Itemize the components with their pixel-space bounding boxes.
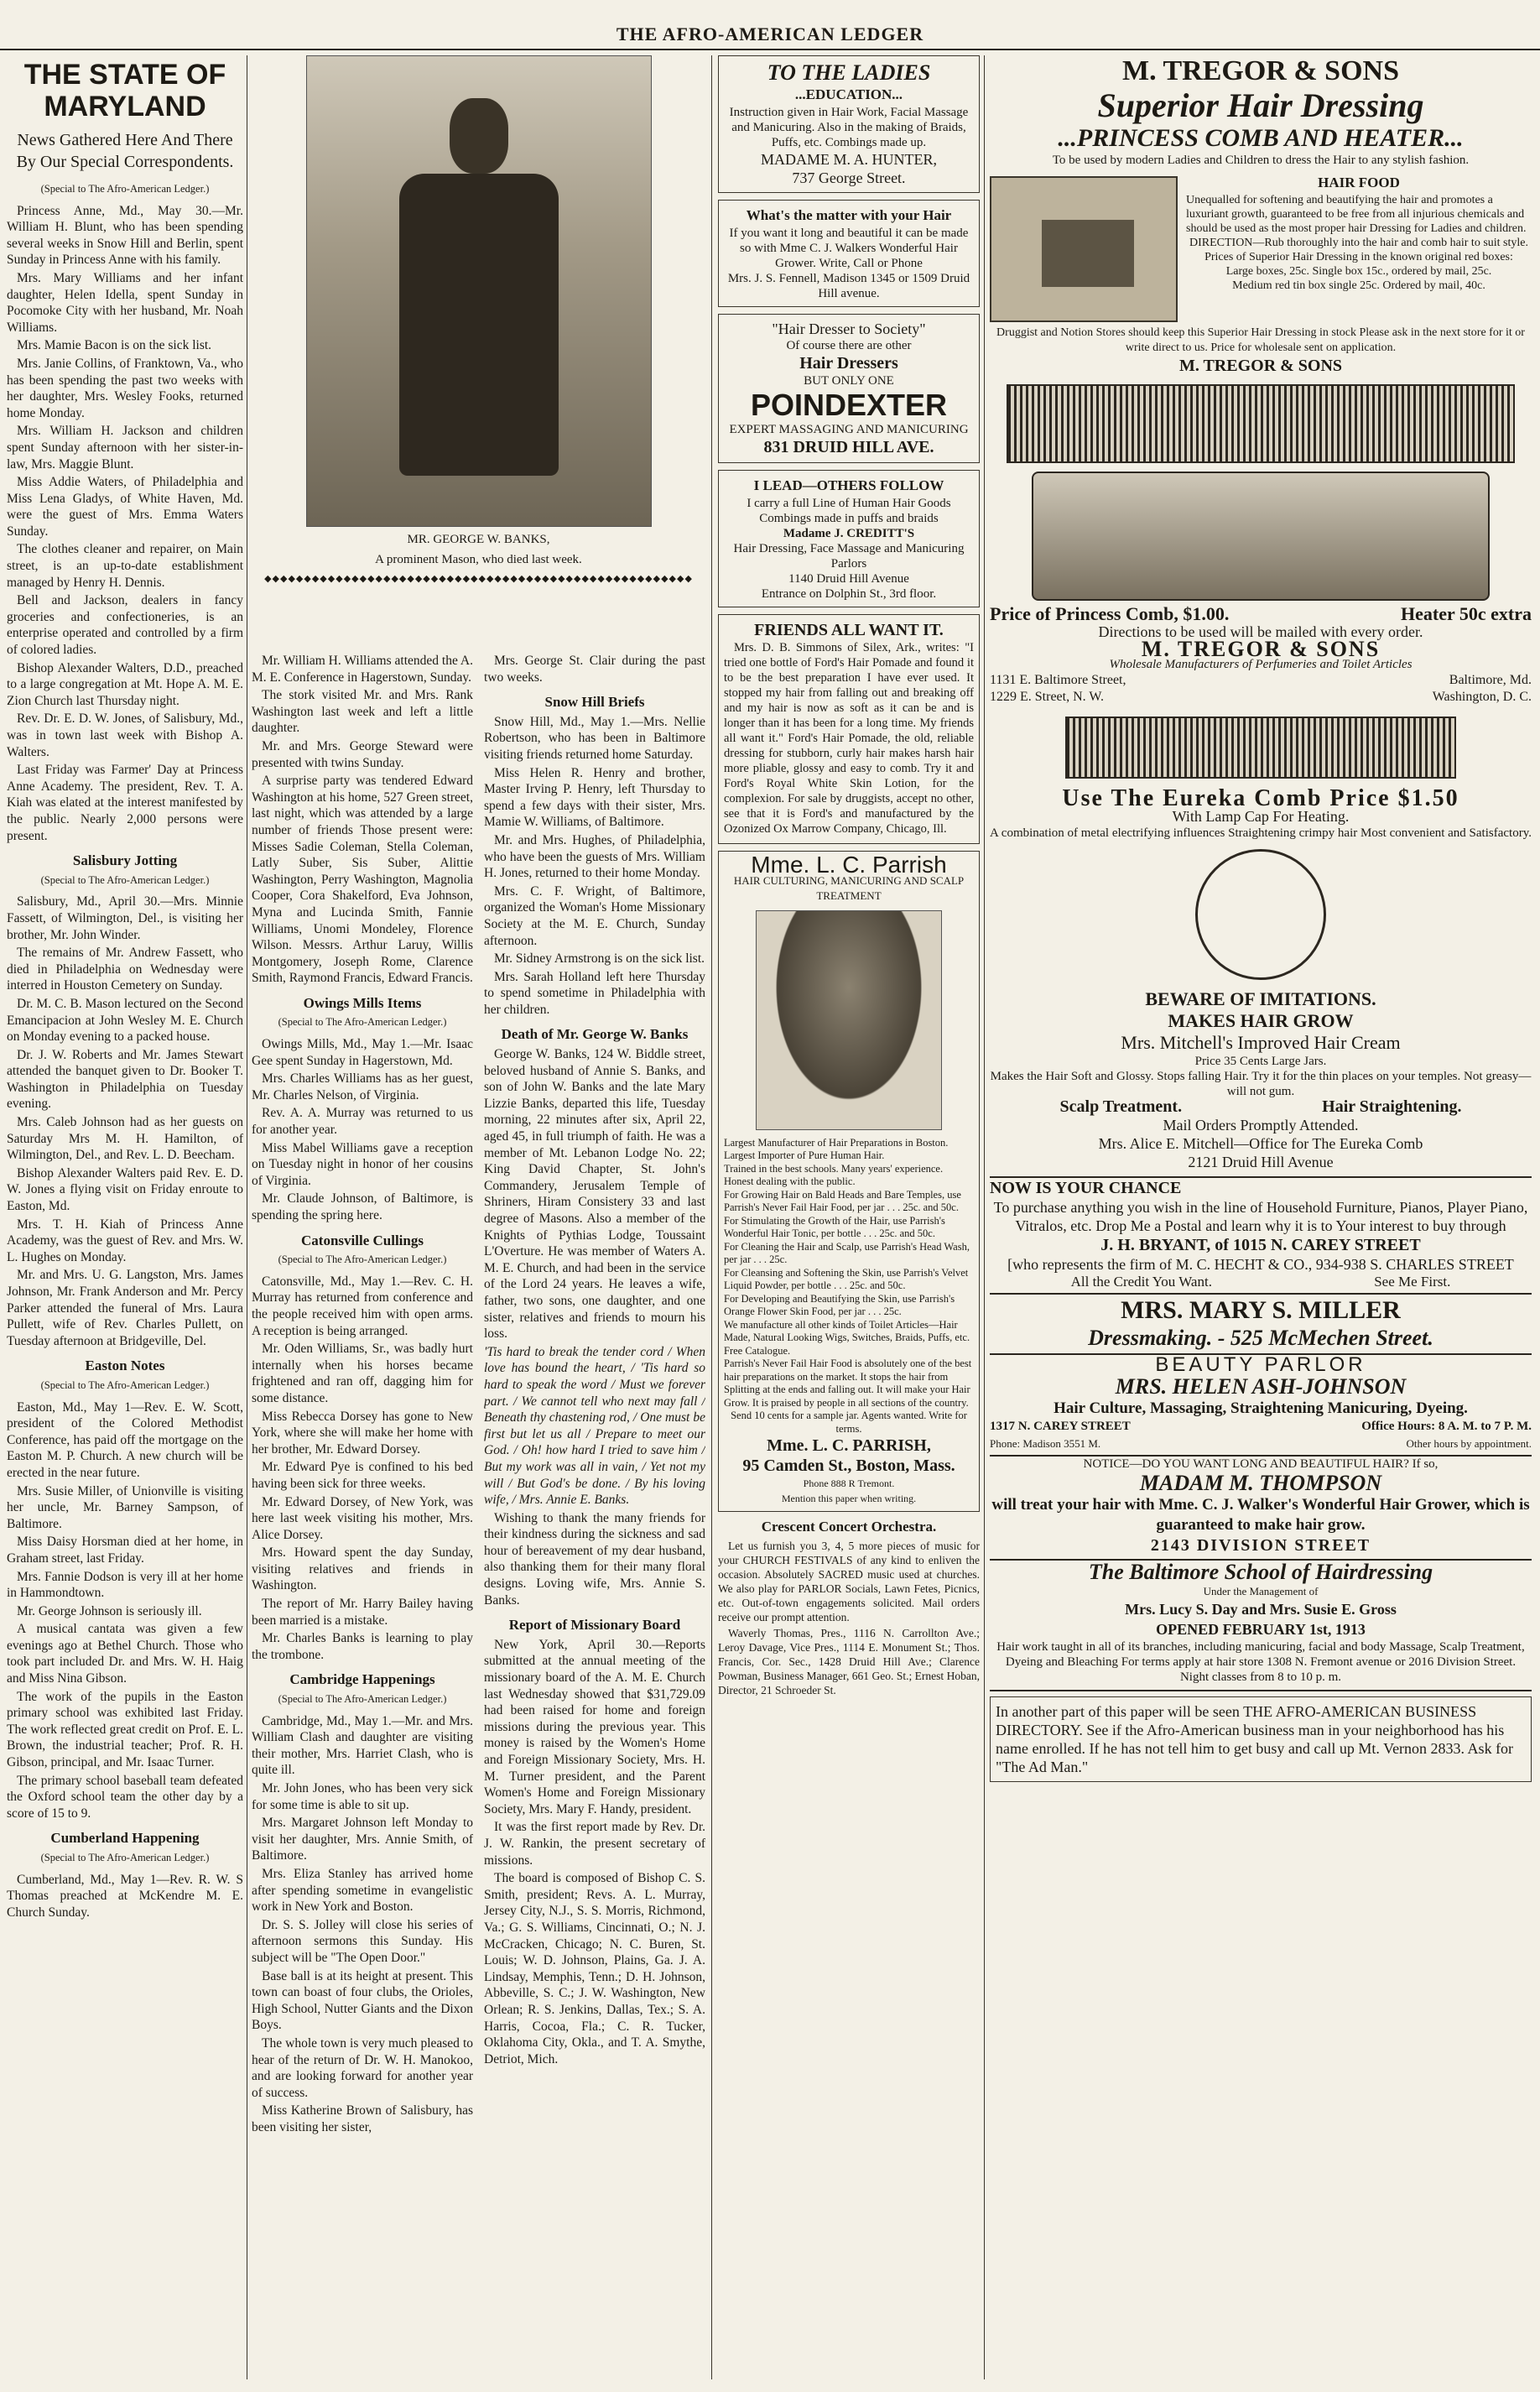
paragraph: A surprise party was tendered Edward Washington at his home, 527 Green street, last night, which was attended by a large number of friends Those present were: Misses Sadie Coleman, Stella Coleman, Latly Suber, Sis Suber, Alittie Washington, Perry Washington, Magnolia Cooper, Cora Shakelford, Eva Johnson, Myna and Lucinda Smith, Fannie Williams, Unomi Mondeley, Florence Wilson. Messrs. Arthur Laruy, Willis Montgomery, Joseph Rome, Clarence Smith, Raymond Francis, Edward Francis. bbox=[252, 774, 473, 986]
ad-text: Phone: Madison 3551 M. bbox=[990, 1436, 1101, 1450]
paragraph: Mr. Charles Banks is learning to play the trombone. bbox=[252, 1631, 473, 1662]
paragraph: Mr. George Johnson is seriously ill. bbox=[17, 1603, 202, 1618]
paragraph: Mr. Edward Dorsey, of New York, was here last week visiting his mother, Mrs. Alice Dorsey. bbox=[252, 1494, 473, 1542]
ad-text: Dressmaking. - 525 McMechen Street. bbox=[1088, 1326, 1433, 1351]
ad-text: Let us furnish you 3, 4, 5 more pieces of music for your CHURCH FESTIVALS of any kind to enliven the occasion. Absolutely SACRED music used at churches. We also play for PARLOR Socials, Lawn Fetes, Picnics, etc. Out-of-town engagements solicited. Mail orders receive our prompt attention. bbox=[718, 1539, 980, 1623]
ad-brand: Mme. L. C. Parrish bbox=[751, 852, 947, 878]
ad-text: Under the Management of bbox=[1203, 1585, 1319, 1598]
paragraph: Mrs. Mary Williams and her infant daughter, Helen Idella, spent Sunday in Pocomoke City with her husband, Mr. Noah Williams. bbox=[7, 270, 243, 335]
ad-heading: BEAUTY PARLOR bbox=[1155, 1353, 1366, 1377]
ad-title: TO THE LADIES bbox=[767, 60, 931, 85]
column-maryland bbox=[7, 55, 243, 2379]
paragraph: Bell and Jackson, dealers in fancy groceries and confectioneries, is an enterprise operated and controlled by a firm of colored ladies. bbox=[7, 593, 243, 658]
ad-heading: What's the matter with your Hair bbox=[746, 207, 952, 223]
ad-name: Mrs. Alice E. Mitchell—Office for The Eureka Comb bbox=[1098, 1134, 1423, 1152]
column-ads-right bbox=[990, 55, 1532, 2379]
paragraph: Dr. M. C. B. Mason lectured on the Second Emancipacion at John Wesley M. E. Church on Monday evening to a packed house. bbox=[7, 996, 243, 1045]
ad-heading: NOW IS YOUR CHANCE bbox=[990, 1178, 1182, 1197]
article-heading: Easton Notes bbox=[85, 1358, 165, 1374]
ad-text: "Hair Dresser to Society" bbox=[772, 320, 926, 337]
ad-text: Mrs. D. B. Simmons of Silex, Ark., writes: "I tried one bottle of Ford's Hair Pomade and found it to be the best preparation I have ever used. It stopped my hair from falling out and breaking off and my hair is now as soft as it can be and is longer than it has been for a long time. My friends all want it." Ford's Hair Pomade, the old, reliable dressing for stubborn, curly hair makes harsh hair more pliable, glossy and easy to comb. Try it and Ford's Royal White Skin Lotion, for the complexion. For sale by druggists, accept no other, see that it is Ford's and manufactured by the Ozonized Ox Marrow Company, Chicago, Ill. bbox=[724, 641, 974, 836]
hair-dressing-tin-image bbox=[990, 176, 1178, 322]
ad-text: We manufacture all other kinds of Toilet Articles—Hair Made, Natural Looking Wigs, Switches, Braids, Puffs, etc. Free Catalogue. bbox=[724, 1318, 970, 1357]
ad-text: Office Hours: 8 A. M. to 7 P. M. bbox=[1361, 1420, 1532, 1434]
ad-name: MRS. MARY S. MILLER bbox=[1121, 1296, 1401, 1325]
paragraph: Bishop Alexander Walters paid Rev. E. D. W. Jones a flying visit on Friday enroute to Easton, Md. bbox=[7, 1165, 243, 1214]
ad-address: 2143 DIVISION STREET bbox=[1150, 1536, 1371, 1556]
ad-brand: M. TREGOR & SONS bbox=[1178, 357, 1343, 375]
ad-title: The Baltimore School of Hairdressing bbox=[1088, 1560, 1433, 1585]
ad-heading: I LEAD—OTHERS FOLLOW bbox=[753, 477, 944, 493]
paragraph: Mrs. William H. Jackson and children spent Sunday afternoon with her sister-in-law, Mrs. Maggie Blunt. bbox=[7, 424, 243, 472]
paragraph: Miss Mabel Williams gave a reception on Tuesday night in honor of her cousins of Virginia. bbox=[252, 1140, 473, 1188]
ad-brand: POINDEXTER bbox=[750, 388, 948, 422]
ad-text: NOTICE—DO YOU WANT LONG AND BEAUTIFUL HAIR? If so, bbox=[1083, 1457, 1439, 1472]
paragraph: Base ball is at its height at present. This town can boast of four clubs, the Orioles, High School, Nutter Giants and the Dixon Boys. bbox=[252, 1968, 473, 2033]
byline: (Special to The Afro-American Ledger.) bbox=[40, 1378, 210, 1391]
ad-heading: BEWARE OF IMITATIONS. bbox=[1145, 988, 1376, 1009]
ad-parrish bbox=[718, 851, 980, 1512]
paragraph: Miss Daisy Horsman died at her home, in Graham street, last Friday. bbox=[7, 1535, 243, 1566]
ad-text: Send 10 cents for a sample jar. Agents wanted. Write for terms. bbox=[731, 1410, 967, 1435]
ad-text: For Developing and Beautifying the Skin, use Parrish's Orange Flower Skin Food, per jar . . . 25c. bbox=[724, 1292, 955, 1318]
ad-text: For Growing Hair on Bald Heads and Bare Temples, use Parrish's Never Fail Hair Food, per jar . . . 25c. and 50c. bbox=[724, 1188, 961, 1214]
article-heading: Catonsville Cullings bbox=[301, 1232, 424, 1248]
ad-name: Mme. L. C. PARRISH, bbox=[767, 1436, 931, 1456]
ad-name: MRS. HELEN ASH-JOHNSON bbox=[1115, 1374, 1407, 1399]
ad-text: Mention this paper when writing. bbox=[781, 1493, 917, 1505]
column-rule bbox=[711, 55, 712, 2379]
ad-title: Mrs. Mitchell's Improved Hair Cream bbox=[1121, 1031, 1401, 1053]
ad-heading: HAIR FOOD bbox=[1318, 175, 1400, 190]
byline: (Special to The Afro-American Ledger.) bbox=[278, 1693, 447, 1706]
article-heading: Report of Missionary Board bbox=[508, 1617, 681, 1634]
article-heading: Snow Hill Briefs bbox=[544, 694, 645, 711]
ad-text: Hair Dressing, Face Massage and Manicuring Parlors bbox=[733, 542, 965, 571]
ad-text: To be used by modern Ladies and Children to dress the Hair to any stylish fashion. bbox=[1052, 154, 1470, 167]
paragraph: Catonsville, Md., May 1.—Rev. C. H. Murray has returned from conference and the people received him with open arms. A reception is being arranged. bbox=[252, 1274, 473, 1338]
paragraph: Mr. Edward Pye is confined to his bed having been sick for three weeks. bbox=[252, 1460, 473, 1491]
paragraph: Dr. S. S. Jolley will close his series of afternoon sermons this Sunday. His subject will be "The Open Door." bbox=[252, 1917, 473, 1965]
paragraph: Miss Rebecca Dorsey has gone to New York, where she will make her home with her brother, Mr. Edward Dorsey. bbox=[252, 1409, 473, 1457]
paragraph: Cumberland, Md., May 1—Rev. R. W. S Thomas preached at McKendre M. E. Church Sunday. bbox=[7, 1872, 243, 1920]
ad-text: DIRECTION—Rub thoroughly into the hair and comb hair to suit style. bbox=[1189, 237, 1528, 249]
paragraph: New York, April 30.—Reports submitted at the annual meeting of the missionary board of the A. M. E. Church last Wednesday showed that $31,729.09 had been raised for home and foreign missions during the previous year. This money is raised by the Women's Home and Foreign Missionary Society, Mrs. H. M. Turner president, and the Parent Women's Home and Foreign Missionary Society, Mrs. Mary F. Handy, president. bbox=[484, 1637, 705, 1816]
ad-text: Hair Straightening. bbox=[1322, 1097, 1462, 1116]
ad-text: Prices of Superior Hair Dressing in the known original red boxes: bbox=[1204, 251, 1513, 263]
ad-hunter bbox=[718, 55, 980, 193]
masthead bbox=[0, 23, 1540, 50]
ad-fennell bbox=[718, 200, 980, 307]
ad-creditt bbox=[718, 470, 980, 607]
paragraph: It was the first report made by Rev. Dr. J. W. Rankin, the present secretary of missions. bbox=[484, 1820, 705, 1868]
ad-text: Hair Culture, Massaging, Straightening Manicuring, Dyeing. bbox=[1054, 1399, 1468, 1418]
ad-text: Other hours by appointment. bbox=[1406, 1436, 1532, 1450]
article-heading: Death of Mr. George W. Banks bbox=[501, 1026, 689, 1043]
paragraph: Rev. Dr. E. D. W. Jones, of Salisbury, Md., was in town last week with Bishop A. Walters. bbox=[7, 711, 243, 759]
ad-name: MADAM M. THOMPSON bbox=[1139, 1471, 1382, 1496]
paragraph: Easton, Md., May 1—Rev. E. W. Scott, president of the Colored Methodist Conference, has paid off the mortgage on the Easton M. P. Church. A new church will be erected in the near future. bbox=[7, 1399, 243, 1480]
article-heading: Cumberland Happening bbox=[50, 1830, 200, 1847]
ad-poindexter bbox=[718, 314, 980, 463]
ad-name: Madame J. CREDITT'S bbox=[783, 527, 915, 540]
photo-caption: MR. GEORGE W. BANKS, bbox=[407, 533, 550, 546]
ad-ford bbox=[718, 614, 980, 844]
ad-text: Druggist and Notion Stores should keep this Superior Hair Dressing in stock Please ask in the next store for it or write direct to us. Price for wholesale sent on application. bbox=[996, 326, 1525, 354]
ad-heading: ...EDUCATION... bbox=[794, 86, 903, 102]
ad-heading: Crescent Concert Orchestra. bbox=[761, 1519, 937, 1535]
ad-address: 831 DRUID HILL AVE. bbox=[763, 438, 934, 456]
paragraph: Mr. Oden Williams, Sr., was badly hurt internally when his horses became frightened and ran off, dagging him for some distance. bbox=[252, 1342, 473, 1405]
column-rule bbox=[984, 55, 985, 2379]
ad-text: For Cleaning the Hair and Scalp, use Parrish's Head Wash, per jar . . . 25c. bbox=[724, 1240, 970, 1266]
paragraph: George W. Banks, 124 W. Biddle street, beloved husband of Annie S. Banks, and son of John W. Banks and the late Mary Lizzie Banks, departed this life, Tuesday morning, 22 minutes after six, April 22, aged 45, in full triumph of faith. He was a member of Mt. Lebanon Lodge No. 22; King David Chapter, St. John's Commandery, Jerusalem Temple of Shriners, Hiram Consistery 33 and last degree of Masons. Also a member of the Knights of Pythias Lodge, Toussaint L'Overture. He was member of Waters A. M. E. Church, and had been in the service of the Lord 24 years. He leaves a wife, father, two sons, one daughter, and one sister, relatives and friends to mourn his loss. bbox=[484, 1047, 705, 1342]
paragraph: Miss Addie Waters, of Philadelphia and Miss Lena Gladys, of White Haven, Md. were the guest of Mrs. Emma Waters Sunday. bbox=[7, 475, 243, 539]
ad-text: Mrs. J. S. Fennell, Madison 1345 or 1509 Druid Hill avenue. bbox=[727, 272, 970, 300]
ad-address: 1131 E. Baltimore Street, bbox=[990, 673, 1126, 688]
ad-text: Mail Orders Promptly Attended. bbox=[1163, 1116, 1359, 1133]
ad-heading: OPENED FEBRUARY 1st, 1913 bbox=[1156, 1621, 1366, 1639]
ad-text: Unequalled for softening and beautifying the hair and promotes a luxuriant growth, guaranteed to be free from all injurious chemicals and should be used as the most proper hair Dressing for Ladies and children. bbox=[1186, 194, 1527, 235]
column-ads-left bbox=[718, 55, 980, 2379]
ad-name: MADAME M. A. HUNTER, bbox=[760, 151, 937, 168]
ad-text: Parrish's Never Fail Hair Food is absolutely one of the best hair preparations on the market. It stops the hair from Splitting at the ends and falling out. It will make your Hair Grow. It is praised by people in all sections of the country. bbox=[724, 1358, 972, 1409]
paragraph: The report of Mr. Harry Bailey having been married is a mistake. bbox=[252, 1597, 473, 1628]
ad-text: Phone 888 R Tremont. bbox=[803, 1477, 895, 1490]
ad-directory: In another part of this paper will be seen THE AFRO-AMERICAN BUSINESS DIRECTORY. See if the Afro-American business man in your neighborhood has his name enrolled. If he has not tell him to get busy and call up Mt. Vernon 2833. Ask for "The Ad Man." bbox=[990, 1696, 1532, 1782]
ad-address: Washington, D. C. bbox=[1432, 689, 1532, 704]
ad-title: Use The Eureka Comb Price $1.50 bbox=[1062, 785, 1459, 812]
ad-text: Trained in the best schools. Many years' experience. bbox=[724, 1162, 944, 1175]
photo-caption-sub: A prominent Mason, who died last week. bbox=[375, 552, 582, 566]
paragraph: Mrs. Susie Miller, of Unionville is visiting her uncle, Mr. Barney Sampson, of Baltimore. bbox=[7, 1483, 243, 1531]
ad-text: Makes the Hair Soft and Glossy. Stops falling Hair. Try it for the thin places on your temples. Not greasy—will not gum. bbox=[990, 1069, 1532, 1098]
byline: (Special to The Afro-American Ledger.) bbox=[40, 873, 210, 886]
heater-price: Heater 50c extra bbox=[1401, 603, 1532, 624]
ad-text: [who represents the firm of M. C. HECHT & CO., 934-938 S. CHARLES STREET bbox=[1007, 1255, 1514, 1273]
ad-text: I carry a full Line of Human Hair Goods Combings made in puffs and braids bbox=[747, 497, 951, 525]
paragraph: Snow Hill, Md., May 1.—Mrs. Nellie Robertson, who has been in Baltimore visiting friends returned home Saturday. bbox=[484, 714, 705, 762]
ad-text: BUT ONLY ONE bbox=[804, 374, 894, 388]
ad-text: A combination of metal electrifying influences Straightening crimpy hair Most convenient and Satisfactory. bbox=[990, 826, 1532, 840]
ad-address: 1229 E. Street, N. W. bbox=[990, 689, 1104, 704]
paragraph: Cambridge, Md., May 1.—Mr. and Mrs. William Clash and daughter are visiting their mother, Mrs. Harriet Clash, who is quite ill. bbox=[252, 1713, 473, 1778]
portrait-photo bbox=[756, 910, 942, 1130]
paragraph: Mrs. George St. Clair during the past two weeks. bbox=[484, 654, 705, 685]
comb-icon bbox=[1007, 384, 1515, 463]
comb-price: Price of Princess Comb, $1.00. bbox=[990, 603, 1230, 624]
heater-icon bbox=[1032, 472, 1490, 601]
paragraph: Mr. Sidney Armstrong is on the sick list. bbox=[494, 951, 705, 967]
ad-heading: MAKES HAIR GROW bbox=[1168, 1009, 1354, 1031]
paragraph: Last Friday was Farmer' Day at Princess Anne Academy. The president, Rev. T. A. Kiah was elated at the interest manifested by the public. Nearly 2,000 persons were present. bbox=[7, 763, 243, 843]
paragraph: Mrs. Caleb Johnson had as her guests on Saturday Mrs M. H. Hamilton, of Wilmington, Del., and Rev. L. D. Beecham. bbox=[7, 1115, 243, 1163]
paragraph: Mr. and Mrs. U. G. Langston, Mrs. James Johnson, Mr. Frank Anderson and Mr. Percy Parker attended the funeral of Mrs. Laura Pullett, wife of Rev. Charles Pullett, on Tuesday afternoon at Bridgeville, Del. bbox=[7, 1268, 243, 1348]
paragraph: Princess Anne, Md., May 30.—Mr. William H. Blunt, who has been spending several weeks in Snow Hill and Berlin, spent Sunday in Princess Anne with his family. bbox=[7, 203, 243, 268]
ad-text: Entrance on Dolphin St., 3rd floor. bbox=[761, 587, 937, 601]
ad-text: Scalp Treatment. bbox=[1059, 1097, 1183, 1116]
paragraph: The clothes cleaner and repairer, on Main street, is an up-to-date establishment managed by Henry H. Dennis. bbox=[7, 542, 243, 590]
ad-heading: FRIENDS ALL WANT IT. bbox=[754, 621, 944, 639]
paragraph: Mr. and Mrs. Hughes, of Philadelphia, who have been the guests of Mrs. William H. Jones, returned to their home Monday. bbox=[484, 832, 705, 881]
ad-text: Largest Importer of Pure Human Hair. bbox=[724, 1149, 885, 1162]
ad-text: Hair work taught in all of its branches, including manicuring, facial and body Massage, Scalp Treatment, Dyeing and Bleaching For terms apply at hair store 1308 N. Fremont avenue or 2016 Division Street. Night classes from 8 to 10 p. m. bbox=[996, 1640, 1525, 1685]
paragraph: Mrs. Margaret Johnson left Monday to visit her daughter, Mrs. Annie Smith, of Baltimore. bbox=[252, 1816, 473, 1863]
column-local-news bbox=[252, 653, 473, 2379]
ad-text: Largest Manufacturer of Hair Preparations in Boston. bbox=[724, 1136, 949, 1149]
photo-block bbox=[252, 55, 705, 648]
paragraph: The work of the pupils in the Easton primary school was exhibited last Friday. The work reflected great credit on Prof. E. L. Brown, the industrial teacher; Prof. R. H. Gibson, principal, and Mr. Isaac Turner. bbox=[7, 1689, 243, 1770]
article-heading: Owings Mills Items bbox=[303, 994, 422, 1011]
article-heading: Salisbury Jotting bbox=[72, 852, 178, 869]
paragraph: Mrs. Eliza Stanley has arrived home after spending sometime in evangelistic work in New York and Boston. bbox=[252, 1866, 473, 1915]
ad-address: 737 George Street. bbox=[792, 169, 906, 186]
paragraph: The board is composed of Bishop C. S. Smith, president; Revs. A. L. Murray, Jersey City, N.J., S. S. Morris, Richmond, Va.; G. S. Williams, Cincinnati, O.; N. J. McCracken, Chicago; N. C. Buren, St. Louis; W. D. Johnson, Plains, Ga. J. A. Lindsay, Memphis, Tenn.; D. H. Johnson, Abbeville, S. C.; J. W. Washington, New Orlean; R. S. Jenkins, Dallas, Tex.; S. A. Harris, Cocoa, Fla.; C. R. Tucker, Oklahoma City, Okla., and T. A. Smythe, Detriot, Mich. bbox=[484, 1871, 705, 2066]
ad-title: Superior Hair Dressing bbox=[1097, 86, 1424, 124]
ad-text: Of course there are other bbox=[786, 339, 912, 352]
paragraph: Wishing to thank the many friends for their kindness during the sickness and sad hour of bereavement of my dear husband, also thanking them for their many floral designs. Loving wife, Mrs. Annie S. Banks. bbox=[484, 1510, 705, 1608]
section-title: THE STATE OF MARYLAND bbox=[23, 59, 226, 122]
ad-text: Instruction given in Hair Work, Facial Massage and Manicuring. Also in the making of Braids, Puffs, etc. Combings made up. bbox=[729, 106, 969, 149]
ad-text: Price 35 Cents Large Jars. bbox=[1194, 1054, 1327, 1068]
ad-text: Directions to be used will be mailed with every order. bbox=[1098, 623, 1423, 640]
paragraph: Mr. and Mrs. George Steward were presented with twins Sunday. bbox=[252, 738, 473, 770]
paragraph: Mrs. Howard spent the day Sunday, visiting relatives and friends in Washington. bbox=[252, 1545, 473, 1593]
ad-text: Wholesale Manufacturers of Perfumeries and Toilet Articles bbox=[1109, 658, 1413, 672]
ad-text: With Lamp Cap For Heating. bbox=[1172, 807, 1350, 825]
ad-name: Mrs. Lucy S. Day and Mrs. Susie E. Gross bbox=[1125, 1601, 1397, 1618]
paragraph: The remains of Mr. Andrew Fassett, who died in Philadelphia on Wednesday were interred in Houston Cemetery on Sunday. bbox=[7, 946, 243, 993]
paragraph: Mrs. T. H. Kiah of Princess Anne Academy, was the guest of Rev. and Mrs. W. L. Hughes on Monday. bbox=[7, 1217, 243, 1264]
paragraph: Dr. J. W. Roberts and Mr. James Stewart attended the banquet given to Dr. Booker T. Washington in Philadelphia on Tuesday evening. bbox=[7, 1047, 243, 1112]
paragraph: Mrs. C. F. Wright, of Baltimore, organized the Woman's Home Missionary Society at the M. E. Church, Sunday afternoon. bbox=[484, 883, 705, 948]
ad-address: 1317 N. CAREY STREET bbox=[990, 1420, 1131, 1434]
paragraph: Mr. Claude Johnson, of Baltimore, is spending the spring here. bbox=[252, 1191, 473, 1222]
ad-brand: M. TREGOR & SONS bbox=[1122, 55, 1399, 86]
portrait-photo bbox=[306, 55, 652, 527]
column-briefs bbox=[484, 653, 705, 2379]
ad-text: If you want it long and beautiful it can be made so with Mme C. J. Walkers Wonderful Hair Grower. Write, Call or Phone bbox=[729, 227, 969, 270]
eureka-comb-icon bbox=[1065, 717, 1456, 779]
paragraph: Mr. John Jones, who has been very sick for some time is able to sit up. bbox=[252, 1781, 473, 1812]
paragraph: Mrs. Charles Williams has as her guest, Mr. Charles Nelson, of Virginia. bbox=[252, 1071, 473, 1102]
ad-text: To purchase anything you wish in the line of Household Furniture, Pianos, Player Piano, Vitralos, etc. Drop Me a Postal and learn why it is to Your interest to buy through bbox=[993, 1198, 1528, 1234]
byline: (Special to The Afro-American Ledger.) bbox=[278, 1016, 447, 1029]
paragraph: The whole town is very much pleased to hear of the return of Dr. W. H. Manokoo, and are looking forward for another year of success. bbox=[252, 2035, 473, 2100]
article-heading: Cambridge Happenings bbox=[289, 1671, 435, 1688]
paragraph: Mrs. Sarah Holland left here Thursday to spend sometime in Philadelphia with her children. bbox=[484, 969, 705, 1017]
ad-text: Medium red tin box single 25c. Ordered by mail, 40c. bbox=[1232, 279, 1485, 292]
ad-text: All the Credit You Want. bbox=[1070, 1273, 1212, 1290]
paragraph: Owings Mills, Md., May 1.—Mr. Isaac Gee spent Sunday in Hagerstown, Md. bbox=[252, 1037, 473, 1068]
ad-text: Waverly Thomas, Pres., 1116 N. Carrollton Ave.; Leroy Davage, Vice Pres., 1114 E. Monument St.; Thos. Francis, Cor. Sec., 1428 Druid Hill Ave.; Clarence Powman, Business Manager, 661 Geo. St.; Ernest Hoban, Director, 21 Schroeder St. bbox=[718, 1626, 980, 1696]
ad-address: 95 Camden St., Boston, Mass. bbox=[742, 1457, 955, 1476]
ad-address: Baltimore, Md. bbox=[1449, 673, 1532, 688]
ad-text: For Cleansing and Softening the Skin, use Parrish's Velvet Liquid Powder, per bottle . . . 25c. and 50c. bbox=[724, 1266, 969, 1292]
ad-title: ...PRINCESS COMB AND HEATER... bbox=[1058, 124, 1464, 152]
poem: 'Tis hard to break the tender cord / When love has bound the heart, / 'Tis hard so hard to speak the word / Must we forever part. / We cannot tell who next may fall / Beneath thy chastening rod, / One must be first but let us all / Prepare to meet our God. / Oh! how hard I tried to save him / But my work was all in vain, / Yet not my will / But God's be done. / By his loving wife, / Mrs. Annie E. Banks. bbox=[484, 1344, 705, 1508]
ad-text: Honest dealing with the public. bbox=[724, 1175, 856, 1188]
paragraph: Mrs. Janie Collins, of Franktown, Va., who has been spending the past two weeks with her daughter, Mrs. Wesley Fooks, returned home Monday. bbox=[7, 356, 243, 420]
masthead-title: THE AFRO-AMERICAN LEDGER bbox=[616, 23, 924, 44]
ad-text: See Me First. bbox=[1374, 1273, 1451, 1290]
ad-address: 1140 Druid Hill Avenue bbox=[788, 572, 909, 586]
ad-text: HAIR CULTURING, MANICURING AND SCALP TREATMENT bbox=[733, 873, 965, 902]
divider: ◆◆◆◆◆◆◆◆◆◆◆◆◆◆◆◆◆◆◆◆◆◆◆◆◆◆◆◆◆◆◆◆◆◆◆◆◆◆◆◆◆◆◆◆◆◆◆◆◆◆◆◆◆◆ bbox=[264, 574, 693, 585]
paragraph: Miss Helen R. Henry and brother, Master Irving P. Henry, left Thursday to spend a few days with their sister, Mrs. Mamie W. Williams, of Baltimore. bbox=[484, 765, 705, 830]
byline: (Special to The Afro-American Ledger.) bbox=[40, 1852, 210, 1863]
paragraph: Mrs. Fannie Dodson is very ill at her home in Hammondtown. bbox=[7, 1569, 243, 1601]
byline: (Special to The Afro-American Ledger.) bbox=[278, 1253, 447, 1266]
paragraph: The stork visited Mr. and Mrs. Rank Washington last week and left a little daughter. bbox=[252, 688, 473, 736]
ad-text: Large boxes, 25c. Single box 15c., ordered by mail, 25c. bbox=[1225, 265, 1492, 278]
paragraph: Mr. William H. Williams attended the A. M. E. Conference in Hagerstown, Sunday. bbox=[252, 654, 473, 685]
ad-text: EXPERT MASSAGING AND MANICURING bbox=[729, 423, 969, 436]
ad-text: For Stimulating the Growth of the Hair, use Parrish's Wonderful Hair Tonic, per bottle . . . 25c. and 50c. bbox=[724, 1214, 945, 1240]
ad-name: J. H. BRYANT, of 1015 N. CAREY STREET bbox=[1100, 1235, 1421, 1254]
paragraph: Miss Katherine Brown of Salisbury, has been visiting her sister, bbox=[252, 2103, 473, 2134]
paragraph: Bishop Alexander Walters, D.D., preached to a large congregation at Mt. Hope A. M. E. Zion Church last Thursday night. bbox=[7, 660, 243, 708]
paragraph: Mrs. Mamie Bacon is on the sick list. bbox=[17, 338, 212, 353]
ad-orchestra bbox=[718, 1519, 980, 1697]
paragraph: Salisbury, Md., April 30.—Mrs. Minnie Fassett, of Wilmington, Del., is visiting her brother, Mr. John Winder. bbox=[7, 894, 243, 942]
ad-text: will treat your hair with Mme. C. J. Walker's Wonderful Hair Grower, which is guaranteed to make hair grow. bbox=[991, 1496, 1530, 1535]
paragraph: Rev. A. A. Murray was returned to us for another year. bbox=[252, 1106, 473, 1138]
ad-brand: M. TREGOR & SONS bbox=[1141, 636, 1381, 661]
lamp-cap-logo-icon bbox=[1195, 849, 1326, 980]
paragraph: A musical cantata was given a few evenings ago at Bethel Church. Those who took part included Dr. and Mrs. W. H. Haig and Miss Nina Gibson. bbox=[7, 1622, 243, 1686]
ad-address: 2121 Druid Hill Avenue bbox=[1188, 1153, 1334, 1170]
byline: (Special to The Afro-American Ledger.) bbox=[40, 183, 210, 195]
section-subtitle: News Gathered Here And There By Our Special Correspondents. bbox=[16, 131, 234, 171]
ad-heading: Hair Dressers bbox=[799, 354, 898, 373]
paragraph: The primary school baseball team defeated the Oxford school team the other day by a score of 15 to 9. bbox=[7, 1773, 243, 1821]
